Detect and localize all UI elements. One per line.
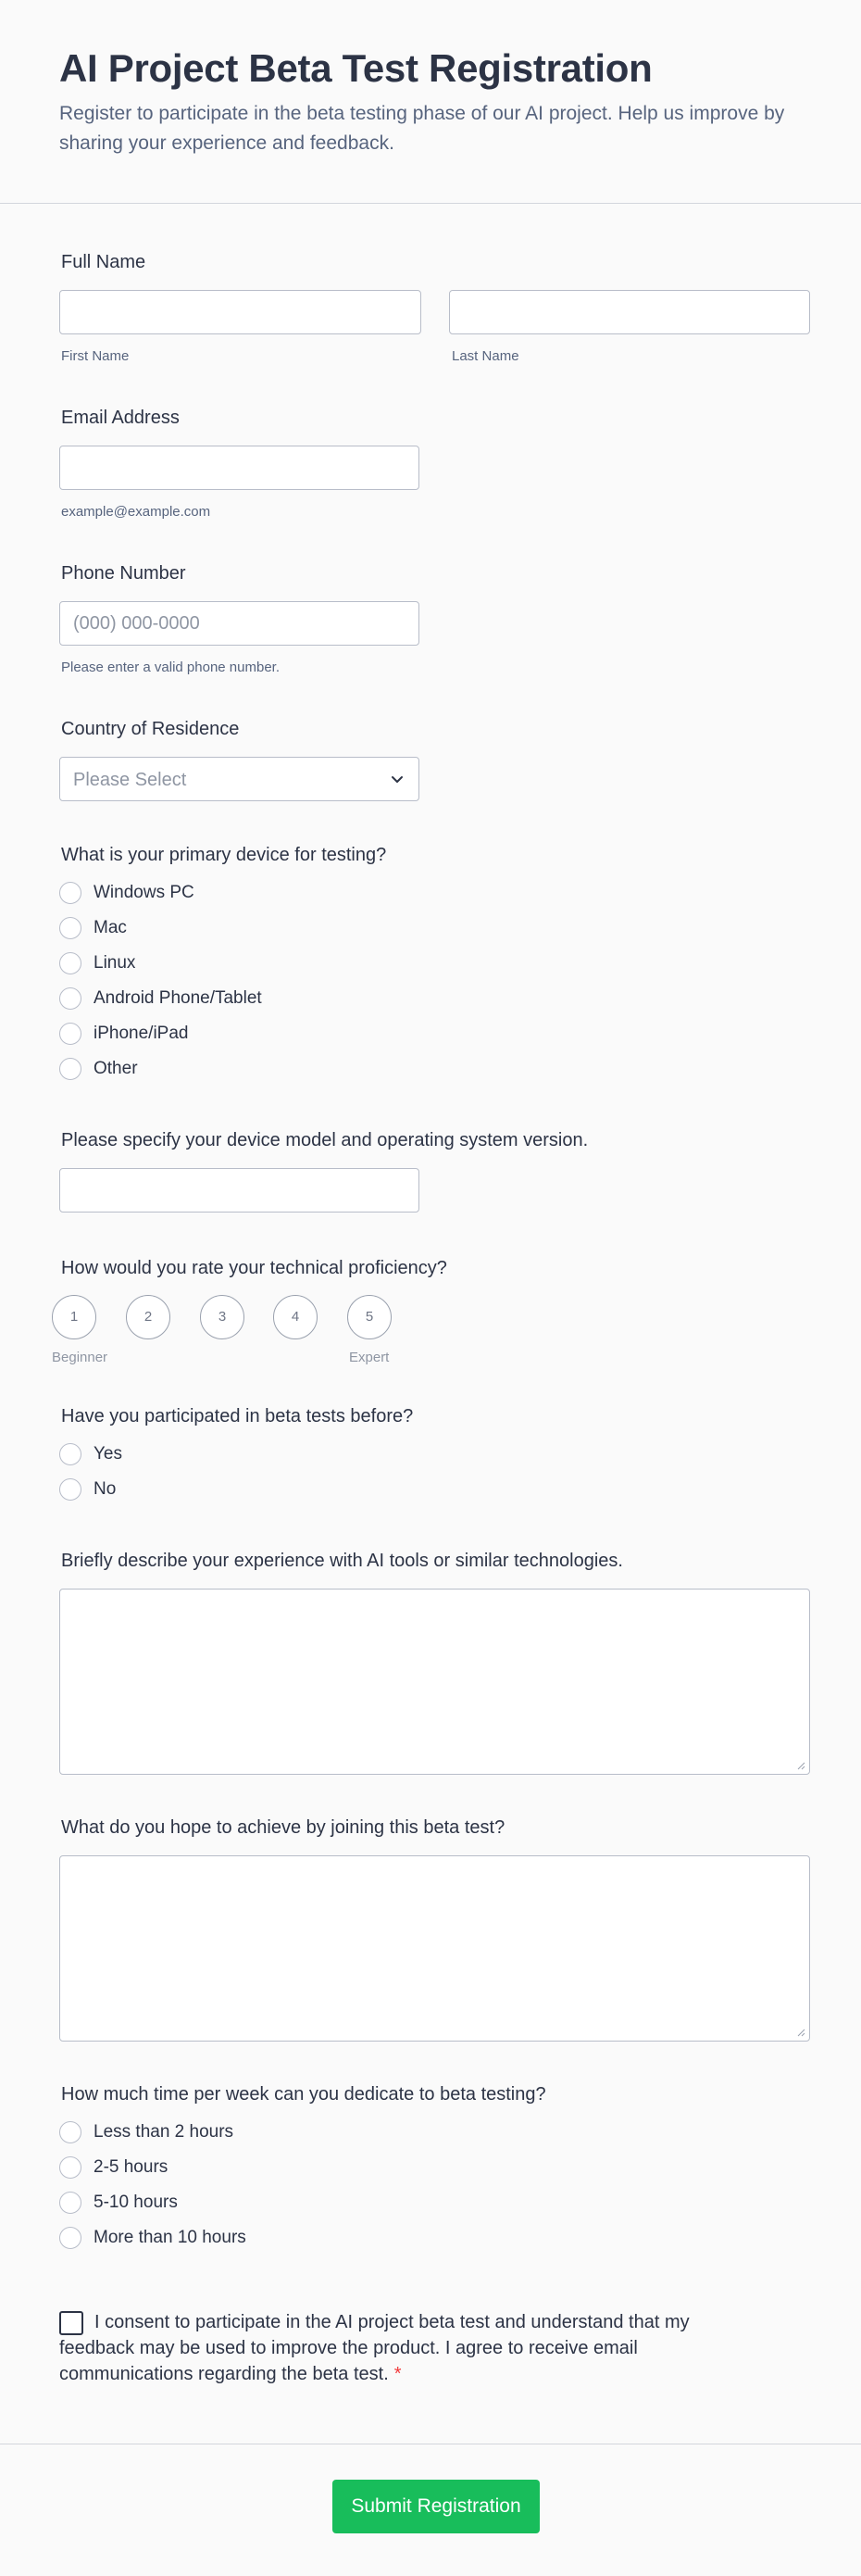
- beta-before-option-yes[interactable]: [59, 1441, 522, 1467]
- page-subtitle: Register to participate in the beta testing phase of our AI project. Help us improve by sharing your experience and feedback.: [59, 103, 785, 154]
- email-sublabel: example@example.com: [61, 504, 211, 520]
- rating-option-2[interactable]: 2: [126, 1295, 170, 1339]
- email-label: Email Address: [61, 408, 180, 428]
- consent-section: [59, 2309, 763, 2393]
- form-footer: [0, 2444, 861, 2576]
- radio-label: 5-10 hours: [94, 2193, 178, 2212]
- resize-grip-icon[interactable]: [797, 2029, 805, 2037]
- device-option-other[interactable]: [59, 1056, 522, 1082]
- hope-section: [59, 1817, 810, 2049]
- radio-label: Windows PC: [94, 883, 194, 902]
- beta-before-option-no[interactable]: [59, 1476, 522, 1502]
- country-select[interactable]: [59, 757, 419, 801]
- radio-button[interactable]: [59, 2156, 81, 2179]
- country-section: [59, 719, 810, 811]
- radio-button[interactable]: [59, 952, 81, 974]
- phone-input[interactable]: [59, 601, 419, 646]
- submit-button[interactable]: Submit Registration: [332, 2480, 540, 2533]
- device-option-linux[interactable]: [59, 950, 522, 976]
- email-input[interactable]: [59, 446, 419, 490]
- device-model-input[interactable]: [59, 1168, 419, 1213]
- device-label: What is your primary device for testing?: [61, 845, 387, 865]
- phone-section: [59, 563, 810, 674]
- rating-option-3[interactable]: 3: [200, 1295, 244, 1339]
- last-name-sublabel: Last Name: [452, 348, 519, 364]
- radio-label: Other: [94, 1059, 138, 1078]
- radio-button[interactable]: [59, 2121, 81, 2143]
- first-name-input[interactable]: [59, 290, 421, 334]
- radio-label: No: [94, 1479, 117, 1499]
- radio-button[interactable]: [59, 2227, 81, 2249]
- email-section: [59, 408, 810, 519]
- chevron-down-icon: [389, 771, 406, 787]
- device-model-label: Please specify your device model and operating system version.: [61, 1130, 589, 1150]
- proficiency-label: How would you rate your technical proficiency?: [61, 1258, 447, 1278]
- device-option-android[interactable]: [59, 986, 522, 1012]
- radio-label: Android Phone/Tablet: [94, 988, 262, 1008]
- beta-before-section: [59, 1406, 810, 1517]
- required-indicator: *: [393, 2364, 402, 2384]
- radio-button[interactable]: [59, 987, 81, 1010]
- consent-text-block: [59, 2309, 744, 2387]
- time-per-week-section: [59, 2084, 810, 2269]
- radio-label: Yes: [94, 1444, 122, 1464]
- radio-label: 2-5 hours: [94, 2157, 168, 2177]
- time-option-2-5[interactable]: [59, 2155, 522, 2180]
- device-option-mac[interactable]: [59, 915, 522, 941]
- country-label: Country of Residence: [61, 719, 240, 739]
- radio-label: Less than 2 hours: [94, 2122, 234, 2142]
- device-option-windows[interactable]: [59, 880, 522, 906]
- time-option-5-10[interactable]: [59, 2190, 522, 2216]
- rating-max-caption: Expert: [349, 1350, 390, 1365]
- radio-button[interactable]: [59, 1058, 81, 1080]
- phone-label: Phone Number: [61, 563, 186, 584]
- country-select-value: Please Select: [73, 770, 187, 790]
- radio-label: iPhone/iPad: [94, 1024, 189, 1043]
- radio-button[interactable]: [59, 882, 81, 904]
- time-option-less-than-2[interactable]: [59, 2119, 522, 2145]
- device-option-iphone[interactable]: [59, 1021, 522, 1047]
- time-per-week-label: How much time per week can you dedicate to beta testing?: [61, 2084, 546, 2105]
- consent-checkbox[interactable]: [59, 2311, 83, 2335]
- first-name-sublabel: First Name: [61, 348, 130, 364]
- device-model-section: [59, 1130, 810, 1223]
- rating-option-1[interactable]: 1: [52, 1295, 96, 1339]
- full-name-section: [59, 252, 810, 363]
- rating-option-5[interactable]: 5: [347, 1295, 392, 1339]
- radio-label: Mac: [94, 918, 127, 937]
- phone-sublabel: Please enter a valid phone number.: [61, 660, 280, 675]
- beta-before-label: Have you participated in beta tests before?: [61, 1406, 414, 1426]
- device-section: [59, 845, 810, 1095]
- radio-label: Linux: [94, 953, 136, 973]
- radio-label: More than 10 hours: [94, 2228, 246, 2247]
- last-name-input[interactable]: [449, 290, 810, 334]
- ai-experience-section: [59, 1551, 810, 1782]
- ai-experience-textarea[interactable]: [59, 1589, 810, 1775]
- ai-experience-label: Briefly describe your experience with AI tools or similar technologies.: [61, 1551, 623, 1571]
- rating-option-4[interactable]: 4: [273, 1295, 318, 1339]
- radio-button[interactable]: [59, 1023, 81, 1045]
- time-option-more-than-10[interactable]: [59, 2225, 522, 2251]
- radio-button[interactable]: [59, 1478, 81, 1501]
- radio-button[interactable]: [59, 1443, 81, 1465]
- full-name-label: Full Name: [61, 252, 146, 272]
- hope-label: What do you hope to achieve by joining this beta test?: [61, 1817, 505, 1838]
- form-header: [0, 0, 861, 204]
- radio-button[interactable]: [59, 2192, 81, 2214]
- hope-textarea[interactable]: [59, 1855, 810, 2042]
- rating-min-caption: Beginner: [52, 1350, 108, 1365]
- page-title: AI Project Beta Test Registration: [59, 46, 653, 90]
- resize-grip-icon[interactable]: [797, 1762, 805, 1770]
- consent-text: I consent to participate in the AI project beta test and understand that my feedback may be used to improve the product. I agree to receive email communications regarding the beta test.: [59, 2312, 690, 2384]
- radio-button[interactable]: [59, 917, 81, 939]
- proficiency-section: [52, 1258, 810, 1369]
